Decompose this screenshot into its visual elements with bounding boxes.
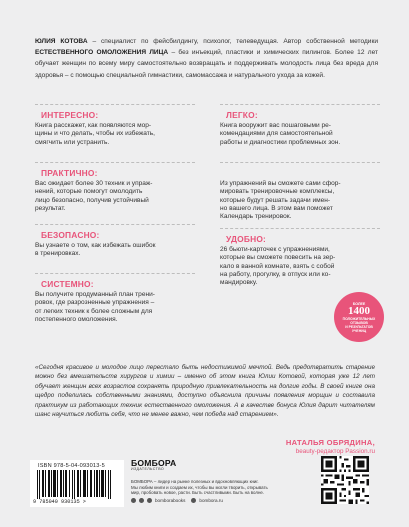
feature-line: результат. — [35, 204, 66, 212]
feature-line: 26 бьюти-карточек с упражнениями, — [220, 246, 330, 253]
feature-line: мандировку. — [220, 279, 258, 287]
feature-systematic — [35, 279, 195, 324]
feature-title: СИСТЕМНО: — [41, 279, 94, 289]
feature-line: мировать тренировочные комплексы, — [220, 188, 335, 196]
badge-line: ОТЗЫВОВ — [350, 320, 368, 325]
feature-line: Вы получите продуманный план трени- — [35, 291, 155, 298]
feature-title: ИНТЕРЕСНО: — [41, 110, 99, 120]
divider — [220, 228, 380, 229]
feature-line: которые вы сможете повесить на зер- — [220, 254, 336, 262]
feature-line: Вы узнаете о том, как избежать ошибок — [35, 242, 156, 249]
review-quote: «Сегодня красивое и молодое лицо перестало быть недостижимой мечтой. Ведь предотвратить старение можно без вмешательств хирургов и химии – именно об этом книга Юлии Котовой, которая уже 12 лет обучает женщин всех возрастов сохранять природную привлекательность на долгие годы. В своей книге она щедро поделилась собственными знаниями, доступно объяснила причины появления морщин и составила практикум из работающих техник естественного омоложения. А в качестве бонуса Юлия дарит читателям шанс научиться любить себя, что не менее важно, чем победа над старением». — [35, 364, 375, 419]
feature-text — [35, 180, 195, 213]
intro-text-2: – без инъекций, пластики и химических пилингов. Более 12 лет обучает женщин по всему миру самостоятельно возвращать и поддерживать молодость лица без вреда для здоровья – с помощью специальной гимнастики, самомассажа и натурального ухода за кожей. — [35, 49, 379, 79]
feature-title: БЕЗОПАСНО: — [41, 230, 100, 240]
publisher-line: Мы любим книги и создаем их, чтобы вы могли творить, открывать — [131, 484, 268, 490]
author-role: beauty-редактор Passion.ru — [295, 448, 375, 455]
feature-line: на работу, прогулку, в отпуск или ко- — [220, 270, 331, 278]
feature-line: работы и диагностики проблемных зон. — [220, 138, 341, 146]
social-handle[interactable]: bomborabooks — [155, 498, 186, 503]
instagram-icon — [131, 498, 136, 503]
author-name: ЮЛИЯ КОТОВА — [35, 38, 88, 45]
publisher-logo — [131, 458, 176, 471]
badge-number: 1400 — [348, 304, 370, 317]
badge-line: УЧЕНИЦ — [351, 328, 367, 333]
feature-line: Календарь тренировок. — [220, 213, 292, 221]
barcode — [30, 460, 124, 507]
feature-line: смягчить или устранить. — [35, 138, 110, 146]
feature-text — [220, 122, 380, 147]
feature-line: но вашего лица. В этом вам поможет — [220, 204, 333, 212]
author-intro — [35, 36, 378, 81]
feature-line: кало в ванной комнате, взять с собой — [220, 262, 335, 270]
divider — [35, 273, 195, 274]
feature-text — [220, 180, 380, 221]
social-links — [131, 498, 223, 503]
feature-text — [220, 246, 380, 287]
logo-subtitle: ИЗДАТЕЛЬСТВО — [131, 467, 165, 471]
feature-line: нений, которые помогут омолодить — [35, 188, 143, 196]
feature-title: ЛЕГКО: — [226, 110, 258, 120]
divider — [35, 162, 195, 163]
intro-text-1: – специалист по фейсбилдингу, психолог, телеведущая. Автор собственной методики — [87, 38, 378, 45]
method-name: ЕСТЕСТВЕННОГО ОМОЛОЖЕНИЯ ЛИЦА — [35, 49, 169, 57]
divider — [220, 104, 380, 105]
publisher-line: БОМБОРА – лидер на рынке полезных и вдохновляющих книг. — [131, 479, 259, 484]
feature-title: ПРАКТИЧНО: — [41, 168, 98, 178]
publisher-description — [131, 479, 311, 496]
reviews-badge — [334, 292, 384, 342]
qr-code — [321, 456, 369, 504]
feature-line: постепенного омоложения. — [35, 315, 118, 323]
feature-line: от легких техник к более сложным для — [35, 307, 153, 315]
feature-safe — [35, 230, 195, 259]
website-link[interactable]: bombora.ru — [199, 498, 223, 503]
divider — [35, 104, 195, 105]
facebook-icon — [147, 498, 152, 503]
globe-icon — [191, 498, 196, 503]
feature-easy — [220, 110, 380, 147]
feature-line: Книга вооружит вас пошаговыми ре- — [220, 122, 331, 129]
feature-convenient — [220, 234, 380, 287]
feature-text — [35, 122, 195, 147]
feature-line: щины и что делать, чтобы их избежать, — [35, 130, 155, 138]
badge-line: ПОЛОЖИТЕЛЬНЫХ — [342, 316, 376, 321]
feature-text — [35, 242, 195, 259]
divider — [35, 224, 195, 225]
feature-line: Вас ожидает более 30 техник и упраж- — [35, 180, 153, 187]
divider — [220, 162, 380, 163]
feature-line: которые будут решать задачи имен- — [220, 196, 331, 204]
quote-author — [286, 438, 375, 455]
logo-text: БОМБОРА — [131, 458, 177, 468]
badge-line: И РЕЗУЛЬТАТОВ — [345, 324, 373, 329]
feature-line: Книга расскажет, как появляются мор- — [35, 122, 152, 129]
barcode-number: 9 785040 930135 > — [33, 499, 86, 505]
author-name: НАТАЛЬЯ ОБРЯДИНА, — [285, 438, 375, 447]
feature-line: комендациями для самостоятельной — [220, 130, 333, 138]
feature-line: ровок, где разрозненные упражнения – — [35, 299, 155, 307]
publisher-line: мир, пробовать новое, расти. Быть счастливыми. Быть на волне. — [131, 490, 265, 496]
feature-interesting — [35, 110, 195, 147]
isbn: ISBN 978-5-04-093013-5 — [38, 463, 105, 469]
feature-text — [35, 291, 195, 324]
feature-line: лицо безопасно, получив устойчивый — [35, 196, 149, 204]
feature-calendar — [220, 180, 380, 221]
badge-top: БОЛЕЕ — [352, 301, 366, 306]
feature-practical — [35, 168, 195, 213]
vk-icon — [139, 498, 144, 503]
feature-line: в тренировках. — [35, 250, 81, 258]
feature-title: УДОБНО: — [226, 234, 267, 244]
feature-line: Из упражнений вы сможете сами сфор- — [220, 180, 341, 187]
